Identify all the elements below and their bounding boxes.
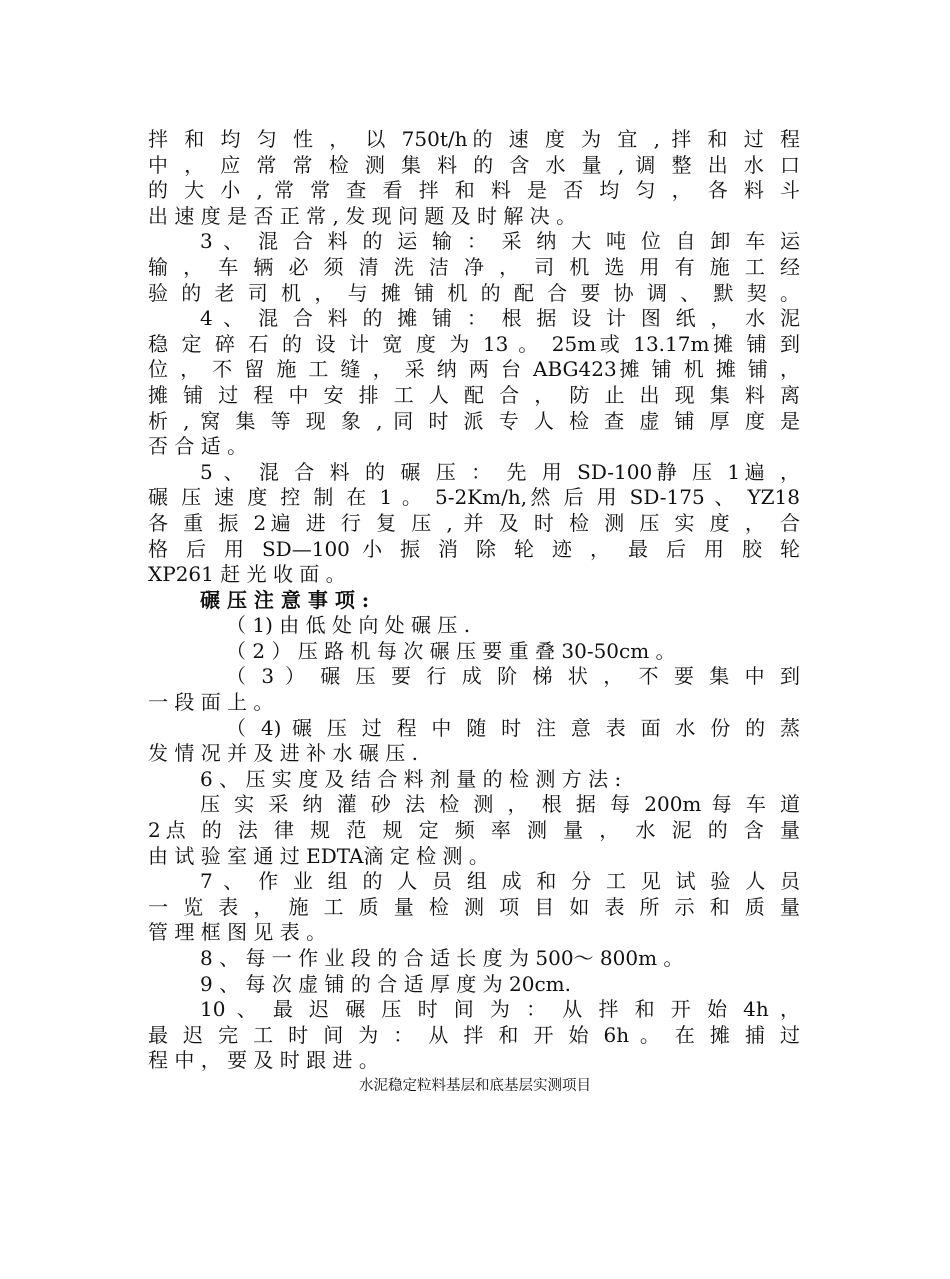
text-line: 格 后 用 SD—100 小 振 消 除 轮 迹 ， 最 后 用 胶 轮 <box>148 536 800 561</box>
text-line: 出 速 度 是 否 正 常 , 发 现 问 题 及 时 解 决 。 <box>148 203 577 228</box>
text-line: 3 、 混 合 料 的 运 输 ： 采 纳 大 吨 位 自 卸 车 运 <box>200 229 800 254</box>
text-line: 碾 压 速 度 控 制 在 1 。 5-2Km/h,然 后 用 SD-175 、 YZ18 <box>148 485 800 510</box>
text-line: 各 重 振 2遍 进 行 复 压 , 并 及 时 检 测 压 实 度 ， 合 <box>148 510 800 535</box>
text-line: 10 、 最 迟 碾 压 时 间 为 ： 从 拌 和 开 始 4h ， <box>200 997 800 1022</box>
text-line: 管 理 框 图 见 表 。 <box>148 920 327 945</box>
text-line: 最 迟 完 工 时 间 为 ： 从 拌 和 开 始 6h 。 在 摊 捕 过 <box>148 1022 800 1047</box>
text-line: 发 情 况 并 及 进 补 水 碾 压 . <box>148 741 418 766</box>
text-line: 析 , 窝 集 等 现 象 , 同 时 派 专 人 检 查 虚 铺 厚 度 是 <box>148 408 800 433</box>
text-line: 位 ， 不 留 施 工 缝 ， 采 纳 两 台 ABG423摊 铺 机 摊 铺 ， <box>148 357 800 382</box>
text-line: 否 合 适 。 <box>148 434 248 459</box>
text-line: （ 3 ） 碾 压 要 行 成 阶 梯 状 ， 不 要 集 中 到 <box>226 664 800 689</box>
text-line: 摊 铺 过 程 中 安 排 工 人 配 合 ， 防 止 出 现 集 料 离 <box>148 382 800 407</box>
text-line: 压 实 采 纳 灌 砂 法 检 测 ， 根 据 每 200m 每 车 道 <box>200 792 800 817</box>
text-line: （ 1) 由 低 处 向 处 碾 压 . <box>226 613 471 638</box>
text-line: 一 段 面 上 。 <box>148 690 274 715</box>
text-line: 8 、 每 一 作 业 段 的 合 适 长 度 为 500～ 800m 。 <box>200 946 684 970</box>
text-line: 验 的 老 司 机 ， 与 摊 铺 机 的 配 合 要 协 调 、 默 契 。 <box>148 280 800 305</box>
text-line: 程 中 ， 要 及 时 跟 进 。 <box>148 1048 379 1073</box>
text-line: 拌 和 均 匀 性 ， 以 750t/h的 速 度 为 宜 , 拌 和 过 程 <box>148 127 800 151</box>
text-line: 4 、 混 合 料 的 摊 铺 ： 根 据 设 计 图 纸 ， 水 泥 <box>200 306 800 331</box>
text-line: 5 、 混 合 料 的 碾 压 ： 先 用 SD-100静 压 1遍 ， <box>200 459 800 484</box>
text-line: （ 2 ） 压 路 机 每 次 碾 压 要 重 叠 30-50cm 。 <box>226 638 676 663</box>
text-line: （ 4) 碾 压 过 程 中 随 时 注 意 表 面 水 份 的 蒸 <box>226 715 800 740</box>
text-line: 中 ， 应 常 常 检 测 集 料 的 含 水 量 , 调 整 出 水 口 <box>148 152 800 177</box>
text-line: 7 、 作 业 组 的 人 员 组 成 和 分 工 见 试 验 人 员 <box>200 869 800 894</box>
text-line: 由 试 验 室 通 过 EDTA滴 定 检 测 。 <box>148 843 489 868</box>
text-line: XP261 赶 光 收 面 。 <box>148 562 346 587</box>
text-line: 6 、 压 实 度 及 结 合 料 剂 量 的 检 测 方 法 : <box>200 766 622 791</box>
text-line: 输 ， 车 辆 必 须 清 洗 洁 净 ， 司 机 选 用 有 施 工 经 <box>148 254 800 279</box>
table-caption: 水泥稳定粒料基层和底基层实测项目 <box>359 1078 591 1094</box>
section-heading: 碾 压 注 意 事 项 : <box>200 587 370 612</box>
text-line: 稳 定 碎 石 的 设 计 宽 度 为 13 。 25m或 13.17m摊 铺 到 <box>148 331 800 356</box>
document-body <box>148 127 800 1074</box>
text-line: 2点 的 法 律 规 范 规 定 频 率 测 量 ， 水 泥 的 含 量 <box>148 818 800 843</box>
text-line: 9 、 每 次 虚 铺 的 合 适 厚 度 为 20cm. <box>200 971 571 996</box>
text-line: 一 览 表 ， 施 工 质 量 检 测 项 目 如 表 所 示 和 质 量 <box>148 894 800 919</box>
text-line: 的 大 小 , 常 常 查 看 拌 和 料 是 否 均 匀 ， 各 料 斗 <box>148 178 800 203</box>
